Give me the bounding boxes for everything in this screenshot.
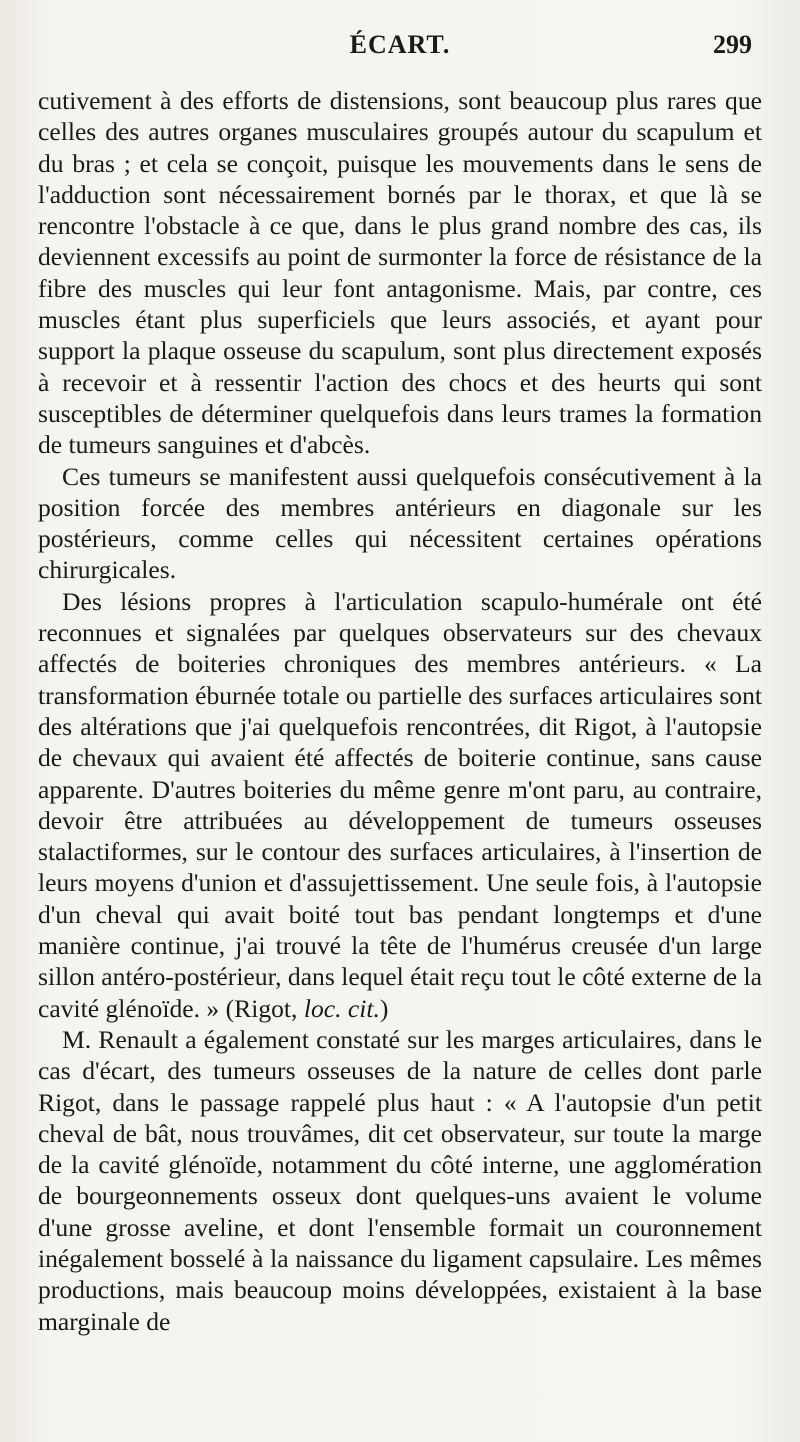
running-title: ÉCART. [349, 30, 451, 59]
citation: loc. cit. [303, 993, 380, 1023]
page-header [40, 30, 760, 70]
body-text [38, 85, 762, 1337]
paragraph-2: Ces tumeurs se manifestent aussi quelquefois consécutivement à la position forcée des membres antérieurs en diagonale sur les postérieurs, comme celles qui nécessitent certaines opérations chirurgicales. [38, 461, 762, 585]
paragraph-3-text: Des lésions propres à l'articulation scapulo-humérale ont été reconnues et signalées par quelques observateurs sur des chevaux affectés de boiteries chroniques des membres antérieurs. « La transformation éburnée totale ou partielle des surfaces articulaires sont des altérations que j'ai quelquefois rencontrées, dit Rigot, à l'autopsie de chevaux qui avaient été affectés de boiterie continue, sans cause apparente. D'autres boiteries du même genre m'ont paru, au contraire, devoir être attribuées au développement de tumeurs osseuses stalactiformes, sur le contour des surfaces articulaires, à l'insertion de leurs moyens d'union et d'assujettissement. Une seule fois, à l'autopsie d'un cheval qui avait boité tout bas pendant longtemps et d'une manière continue, j'ai trouvé la tête de l'humérus creusée d'un large sillon antéro-postérieur, dans lequel était reçu tout le côté externe de la cavité glénoïde. » (Rigot, [38, 586, 762, 1023]
paragraph-4: M. Renault a également constaté sur les marges articulaires, dans le cas d'écart, des tumeurs osseuses de la nature de celles dont parle Rigot, dans le passage rappelé plus haut : « A l'autopsie d'un petit cheval de bât, nous trouvâmes, dit cet observateur, sur toute la marge de la cavité glénoïde, notamment du côté interne, une agglomération de bourgeonnements osseux dont quelques-uns avaient le volume d'une grosse aveline, et dont l'ensemble formait un couronnement inégalement bosselé à la naissance du ligament capsulaire. Les mêmes productions, mais beaucoup moins développées, existaient à la base marginale de [38, 1024, 762, 1336]
paragraph-1: cutivement à des efforts de distensions, sont beaucoup plus rares que celles des autres organes musculaires groupés autour du scapulum et du bras ; et cela se conçoit, puisque les mouvements dans le sens de l'adduction sont nécessairement bornés par le thorax, et que là se rencontre l'obstacle à ce que, dans le plus grand nombre des cas, ils deviennent excessifs au point de surmonter la force de résistance de la fibre des muscles qui leur font antagonisme. Mais, par contre, ces muscles étant plus superficiels que leurs associés, et ayant pour support la plaque osseuse du scapulum, sont plus directement exposés à recevoir et à ressentir l'action des chocs et des heurts qui sont susceptibles de déterminer quelquefois dans leurs trames la formation de tumeurs sanguines et d'abcès. [38, 86, 762, 460]
page-number: 299 [713, 30, 752, 59]
paragraph-3-closing: ) [379, 993, 389, 1023]
paragraph-3 [38, 586, 762, 1024]
